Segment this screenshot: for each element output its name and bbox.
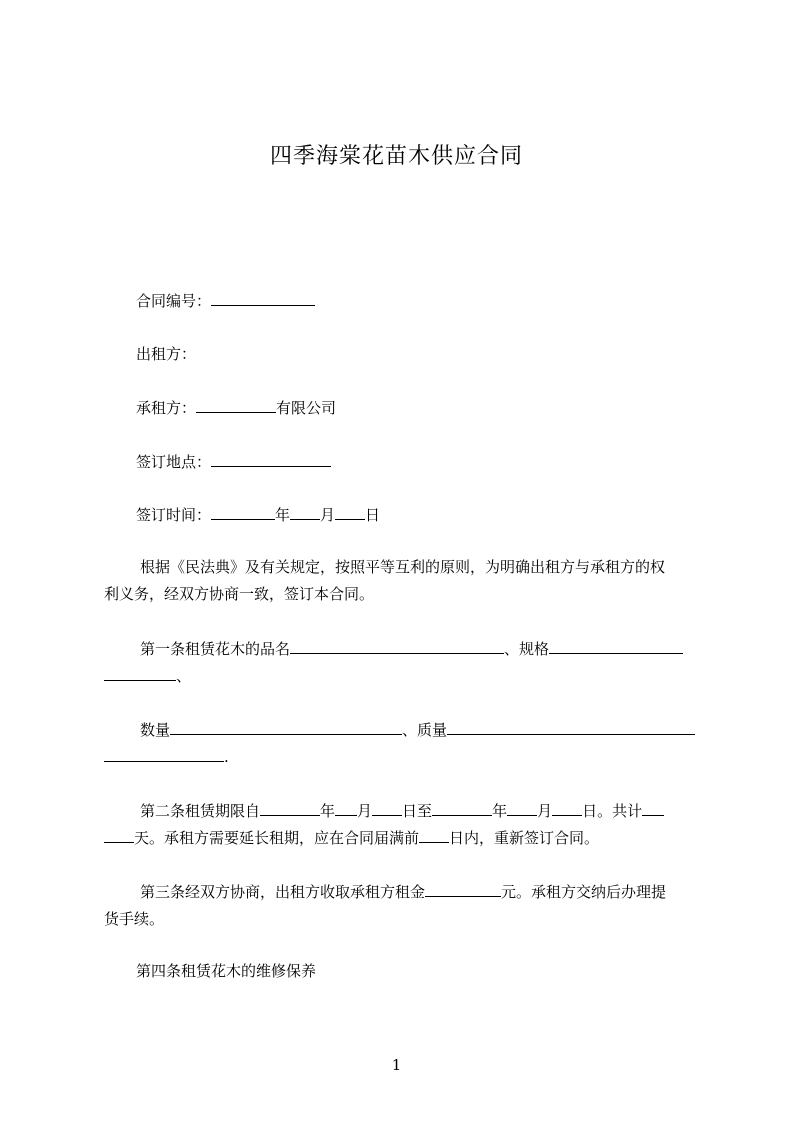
preamble-line-1 [0,554,793,580]
article-2-line-1 [0,798,793,824]
lessee-suffix: 有限公司 [276,399,337,417]
sign-place-label: 签订地点： [136,453,212,471]
article-1-quality-blank [447,719,695,735]
article-3-suffix: 元。承租方交纳后办理提 [501,883,667,901]
total-days-blank [642,800,664,816]
start-month-unit: 月 [357,802,373,820]
article-1-quality-blank-cont [104,746,224,762]
sign-place-blank [211,451,331,467]
article-4-text: 第四条租赁花木的维修保养 [136,962,317,980]
article-1-spec-label: 、规格 [504,640,550,658]
article-1-spec-blank-cont [104,665,176,681]
article-3-text-2: 货手续。 [104,910,165,928]
end-month-unit: 月 [537,802,553,820]
sign-day-blank [335,504,365,520]
article-2-extend-text: 天。承租方需要延长租期，应在合同届满前 [134,829,420,847]
sign-time-label: 签订时间： [136,506,212,524]
sign-time-line [0,502,793,528]
article-1-line-1 [0,636,793,662]
article-1-end: . [224,748,229,766]
article-3-line-1 [0,879,793,905]
page-number: 1 [391,1056,402,1074]
article-1-sep: 、 [176,667,192,685]
article-2-to: 日至 [402,802,433,820]
article-2-label: 第二条租赁期限自 [140,802,261,820]
article-1-line-2 [0,663,793,689]
lessor-label: 出租方： [136,345,197,363]
article-3-line-2 [0,906,793,932]
lessee-blank [196,397,276,413]
lessor-line [0,341,793,367]
sign-year-blank [211,504,275,520]
unit-day: 日 [365,506,381,524]
extend-days-blank [419,827,449,843]
contract-number-line [0,288,793,314]
start-year-blank [260,800,320,816]
unit-month: 月 [320,506,336,524]
contract-number-blank [211,290,315,306]
contract-number-label: 合同编号： [136,292,212,310]
article-1-name-blank [290,638,504,654]
lessee-label: 承租方： [136,399,197,417]
document-title: 四季海棠花苗木供应合同 [269,144,523,169]
article-2-total: 日。共计 [582,802,643,820]
article-3-text: 第三条经双方协商，出租方收取承租方租金 [140,883,426,901]
rent-amount-blank [425,881,501,897]
article-1-qty-label: 数量 [140,721,171,739]
end-year-blank [432,800,492,816]
end-day-blank [552,800,582,816]
end-month-blank [507,800,537,816]
article-1-line-3 [0,717,793,743]
article-1-quality-label: 、质量 [402,721,448,739]
lessee-line [0,395,793,421]
start-month-blank [335,800,357,816]
preamble-text-2: 利义务，经双方协商一致，签订本合同。 [104,585,375,603]
start-year-unit: 年 [320,802,336,820]
preamble-line-2 [0,581,793,607]
article-2-end-text: 日内，重新签订合同。 [449,829,600,847]
article-1-spec-blank [549,638,683,654]
article-1-qty-blank [170,719,402,735]
sign-month-blank [290,504,320,520]
article-1-name-label: 第一条租赁花木的品名 [140,640,291,658]
preamble-text-1: 根据《民法典》及有关规定，按照平等互利的原则，为明确出租方与承租方的权 [140,558,666,576]
sign-place-line [0,449,793,475]
article-1-line-4 [0,744,793,770]
end-year-unit: 年 [492,802,508,820]
article-4-line [0,958,793,984]
unit-year: 年 [275,506,291,524]
total-days-blank-cont [104,827,134,843]
start-day-blank [372,800,402,816]
article-2-line-2 [0,825,793,851]
